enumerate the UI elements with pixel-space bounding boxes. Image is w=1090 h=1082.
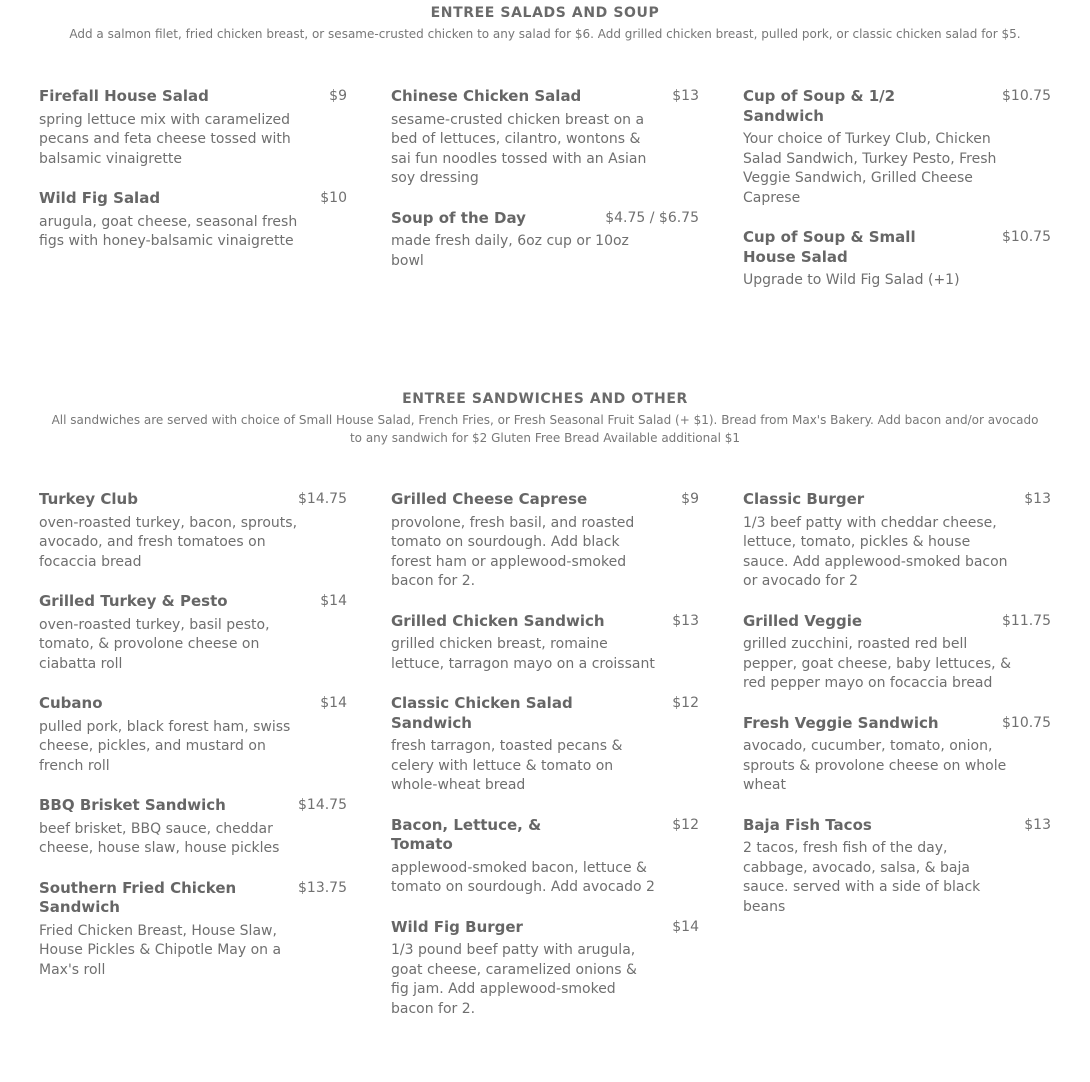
sandwiches-column-3 [743,490,1051,937]
item-description: oven-roasted turkey, basil pesto, tomato, & provolone cheese on ciabatta roll [39,616,270,672]
item-description: sesame-crusted chicken breast on a bed of lettuces, cilantro, wontons & sai fun noodles tossed with an Asian soy dressing [391,111,647,186]
item-price: $10 [320,190,347,206]
menu-item [391,918,699,1020]
item-name: Cup of Soup & 1/2 Sandwich [743,87,896,125]
item-name: BBQ Brisket Sandwich [39,796,226,814]
item-description: grilled chicken breast, romaine lettuce, tarragon mayo on a croissant [391,636,655,672]
item-description: Upgrade to Wild Fig Salad (+1) [743,272,960,288]
item-price: $14 [320,695,347,711]
menu-item [391,87,699,189]
item-description: beef brisket, BBQ sauce, cheddar cheese, house slaw, house pickles [39,820,280,856]
menu-item [743,714,1051,796]
menu-item [391,694,699,796]
menu-item [743,612,1051,694]
item-name: Wild Fig Salad [39,189,161,207]
item-description: 1/3 pound beef patty with arugula, goat cheese, caramelized onions & fig jam. Add applewood-smoked bacon for 2. [391,942,637,1017]
item-name: Southern Fried Chicken Sandwich [39,878,237,916]
menu-item [39,694,347,776]
item-description: Your choice of Turkey Club, Chicken Salad Sandwich, Turkey Pesto, Fresh Veggie Sandwich, Grilled Cheese Caprese [743,131,997,206]
item-description: provolone, fresh basil, and roasted tomato on sourdough. Add black forest ham or applewood-smoked bacon for 2. [391,514,635,589]
item-name: Bacon, Lettuce, & Tomato [391,815,542,853]
item-description: arugula, goat cheese, seasonal fresh figs with honey-balsamic vinaigrette [39,213,298,249]
item-description: oven-roasted turkey, bacon, sprouts, avocado, and fresh tomatoes on focaccia bread [39,514,298,570]
item-price: $14 [320,593,347,609]
item-name: Classic Chicken Salad Sandwich [391,694,573,732]
item-price: $13 [1024,816,1051,833]
item-name: Cubano [39,694,103,712]
item-name: Grilled Turkey & Pesto [39,592,228,610]
menu-item [39,592,347,674]
section-title: ENTREE SALADS AND SOUP [430,5,660,21]
menu-item [39,490,347,572]
item-price: $14.75 [298,797,347,813]
item-price: $12 [672,695,699,711]
item-price: $13 [672,612,699,629]
salads-column-1 [39,87,347,272]
item-price: $10.75 [1002,88,1051,104]
item-description: spring lettuce mix with caramelized pecans and feta cheese tossed with balsamic vinaigrette [39,111,291,167]
menu-item [391,612,699,675]
sandwiches-column-2 [391,490,699,1039]
item-name: Wild Fig Burger [391,917,523,936]
menu-item [391,816,699,898]
menu-item [743,816,1051,918]
menu-item [391,209,699,272]
menu-item [391,490,699,592]
salads-column-3 [743,87,1051,311]
menu-item [39,189,347,252]
menu-item [743,490,1051,592]
menu-item [39,87,347,169]
item-name: Chinese Chicken Salad [391,87,582,105]
item-description: grilled zucchini, roasted red bell pepper, goat cheese, baby lettuces, & red pepper mayo on focaccia bread [743,636,1011,691]
item-name: Cup of Soup & Small House Salad [743,228,916,266]
item-name: Fresh Veggie Sandwich [743,713,939,732]
item-description: 2 tacos, fresh fish of the day, cabbage, avocado, salsa, & baja sauce. served with a side of black beans [743,840,981,915]
item-name: Grilled Cheese Caprese [391,490,588,508]
item-description: Fried Chicken Breast, House Slaw, House Pickles & Chipotle May on a Max's roll [39,922,282,978]
item-price: $13.75 [298,879,347,896]
section-note: All sandwiches are served with choice of Small House Salad, French Fries, or Fresh Seasonal Fruit Salad (+ $1). Bread from Max's Bakery. Add bacon and/or avocado to any sandwich for $2 Gluten Free Bread Available additional $1 [51,413,1039,445]
item-price: $14 [672,918,699,935]
item-description: avocado, cucumber, tomato, onion, sprouts & provolone cheese on whole wheat [743,738,1007,793]
salads-section [0,4,1090,43]
item-price: $10.75 [1002,229,1051,245]
salads-column-2 [391,87,699,291]
item-price: $14.75 [298,491,347,507]
item-description: applewood-smoked bacon, lettuce & tomato on sourdough. Add avocado 2 [391,859,655,895]
section-title: ENTREE SANDWICHES AND OTHER [402,391,688,407]
item-name: Baja Fish Tacos [743,815,872,834]
item-description: 1/3 beef patty with cheddar cheese, lettuce, tomato, pickles & house sauce. Add applewood-smoked bacon or avocado for 2 [743,514,1008,589]
item-description: pulled pork, black forest ham, swiss cheese, pickles, and mustard on french roll [39,718,291,774]
menu-item [743,228,1051,291]
item-price: $12 [672,816,699,833]
item-price: $9 [681,491,699,507]
item-name: Classic Burger [743,490,865,508]
item-price: $10.75 [1002,714,1051,731]
item-price: $13 [672,88,699,104]
sandwiches-section [0,390,1090,447]
menu-item [39,796,347,859]
menu-item [743,87,1051,208]
item-description: fresh tarragon, toasted pecans & celery with lettuce & tomato on whole-wheat bread [391,738,623,793]
menu-item [39,879,347,981]
item-name: Grilled Chicken Sandwich [391,611,605,630]
section-note: Add a salmon filet, fried chicken breast, or sesame-crusted chicken to any salad for $6. Add grilled chicken breast, pulled pork, or classic chicken salad for $5. [69,27,1021,41]
item-name: Soup of the Day [391,208,526,227]
item-name: Firefall House Salad [39,87,209,105]
item-price: $11.75 [1002,612,1051,629]
item-price: $13 [1024,491,1051,507]
item-name: Turkey Club [39,490,138,508]
sandwiches-column-1 [39,490,347,1000]
item-description: made fresh daily, 6oz cup or 10oz bowl [391,233,629,269]
item-price: $9 [329,88,347,104]
item-name: Grilled Veggie [743,611,863,630]
item-price: $4.75 / $6.75 [605,209,699,226]
